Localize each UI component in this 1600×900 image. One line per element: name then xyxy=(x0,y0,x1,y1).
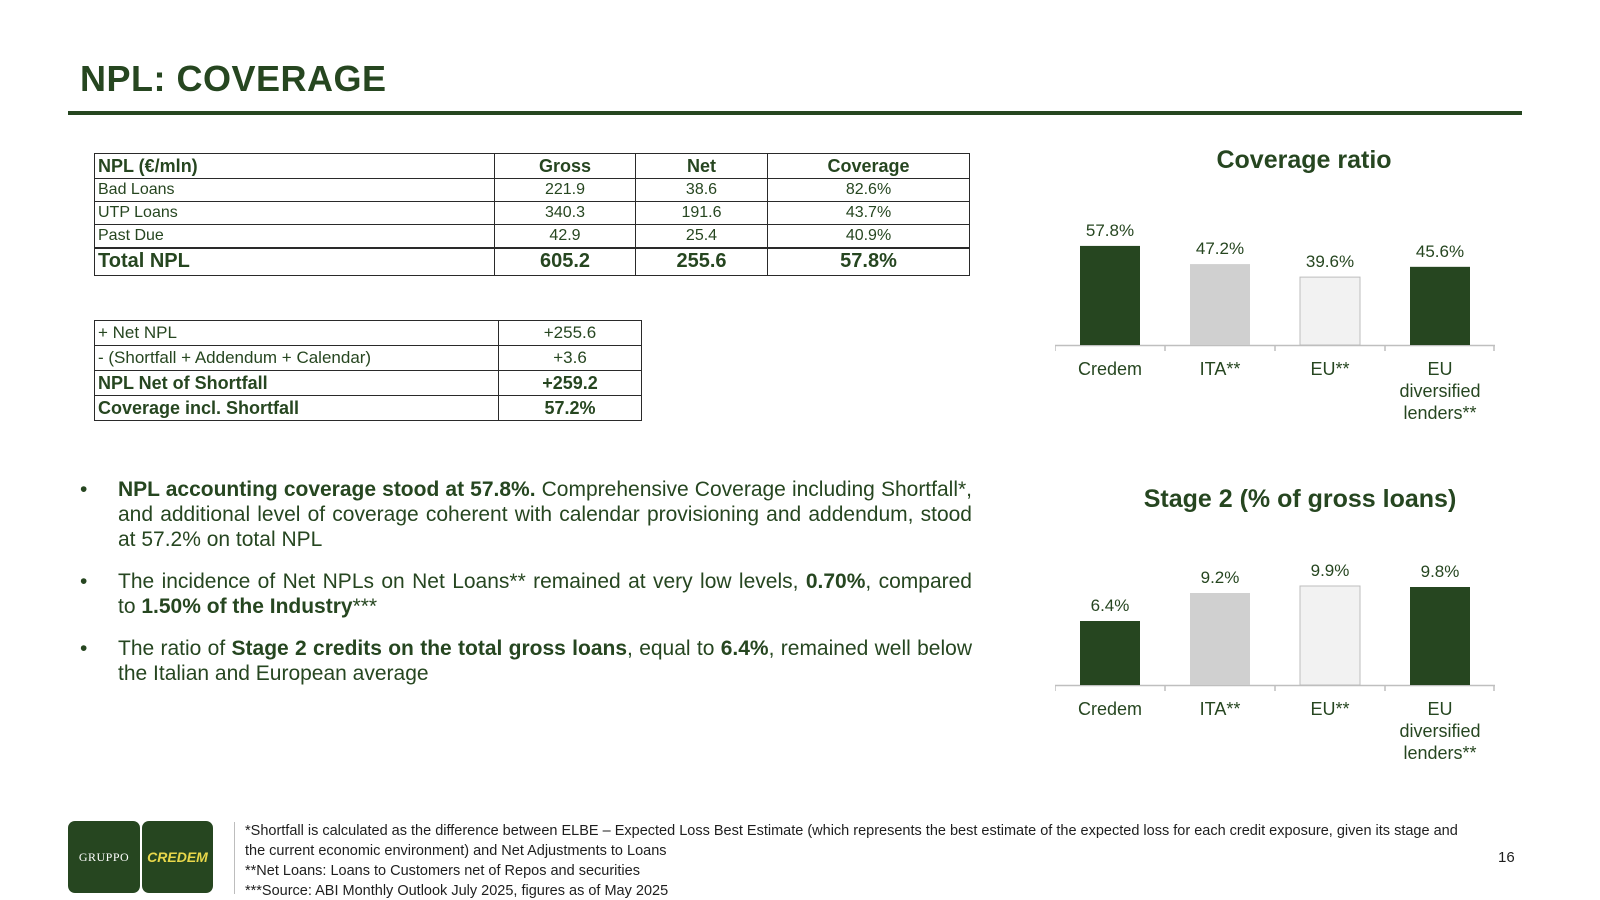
category-label: EU diversified lenders** xyxy=(1399,359,1481,423)
total-gross: 605.2 xyxy=(495,248,636,276)
page-title: NPL: COVERAGE xyxy=(80,58,387,99)
category-label: ITA** xyxy=(1199,359,1241,379)
row-gross: 42.9 xyxy=(495,225,636,248)
total-net: 255.6 xyxy=(636,248,768,276)
row-value: +259.2 xyxy=(499,371,642,396)
footer-divider xyxy=(234,822,235,894)
row-coverage: 82.6% xyxy=(768,179,970,202)
footnote-shortfall: *Shortfall is calculated as the difference between ELBE – Expected Loss Best Estimate (which represents the best estimate of the expected loss for each credit exposure, given its stage and the current economic environment) and Net Adjustments to Loans xyxy=(245,823,1458,859)
bar-credem xyxy=(1080,621,1140,685)
bar-value-label: 39.6% xyxy=(1305,252,1355,272)
table-row xyxy=(95,225,970,248)
stage2-chart-title: Stage 2 (% of gross loans) xyxy=(1143,485,1457,513)
commentary-bullets xyxy=(80,477,972,703)
row-gross: 340.3 xyxy=(495,202,636,225)
shortfall-table xyxy=(94,320,642,421)
category-label: EU** xyxy=(1310,359,1350,379)
npl-table-header xyxy=(95,154,970,179)
stage2-chart xyxy=(1055,555,1495,795)
bar-value-label: 45.6% xyxy=(1415,241,1465,261)
row-label: + Net NPL xyxy=(95,321,499,346)
header-npl: NPL (€/mln) xyxy=(95,154,495,179)
bullet-text: The incidence of Net NPLs on Net Loans** remained at very low levels, xyxy=(118,570,806,593)
bullet-net-npl xyxy=(80,569,972,619)
table-row xyxy=(95,202,970,225)
category-label: Credem xyxy=(1077,699,1143,719)
bullet-bold: 1.50% of the Industry xyxy=(141,595,353,618)
bar-ita xyxy=(1190,593,1250,685)
title-divider xyxy=(68,111,1522,115)
bullet-text: *** xyxy=(352,595,378,618)
row-label: UTP Loans xyxy=(95,202,495,225)
bar-value-label: 57.8% xyxy=(1085,220,1135,240)
bar-value-label: 9.2% xyxy=(1200,568,1240,587)
row-value: 57.2% xyxy=(499,396,642,421)
row-label: Past Due xyxy=(95,225,495,248)
row-net: 191.6 xyxy=(636,202,768,225)
bar-value-label: 47.2% xyxy=(1195,239,1245,259)
logo-gruppo: GRUPPO xyxy=(68,821,140,893)
bar-credem xyxy=(1080,246,1140,345)
table-row xyxy=(95,346,642,371)
row-gross: 221.9 xyxy=(495,179,636,202)
bullet-text: , equal to xyxy=(627,637,721,660)
header-net: Net xyxy=(636,154,768,179)
header-gross: Gross xyxy=(495,154,636,179)
bullet-text: The ratio of xyxy=(118,637,232,660)
total-coverage: 57.8% xyxy=(768,248,970,276)
table-row xyxy=(95,179,970,202)
row-net: 38.6 xyxy=(636,179,768,202)
row-coverage: 40.9% xyxy=(768,225,970,248)
row-value: +255.6 xyxy=(499,321,642,346)
page-number: 16 xyxy=(1498,849,1515,866)
bullet-bold: 6.4% xyxy=(720,637,769,660)
table-row xyxy=(95,396,642,421)
bullet-text: Comprehensive Coverage including Shortfall*, and additional level of coverage coherent with calendar provisioning and addendum, stood at 57.2% on total NPL xyxy=(118,478,972,551)
header-coverage: Coverage xyxy=(768,154,970,179)
total-label: Total NPL xyxy=(95,248,495,276)
logo-credem: CREDEM xyxy=(142,821,213,893)
credem-logo xyxy=(68,821,213,893)
row-label: Coverage incl. Shortfall xyxy=(95,396,499,421)
bullet-coverage xyxy=(80,477,972,552)
row-label: - (Shortfall + Addendum + Calendar) xyxy=(95,346,499,371)
bullet-bold: 0.70% xyxy=(805,570,866,593)
bar-eu-diversified-lenders xyxy=(1410,587,1470,685)
row-label: Bad Loans xyxy=(95,179,495,202)
bar-eu xyxy=(1300,586,1360,685)
row-net: 25.4 xyxy=(636,225,768,248)
footnote-source: ***Source: ABI Monthly Outlook July 2025, figures as of May 2025 xyxy=(245,883,669,899)
bullet-bold: NPL accounting coverage stood at 57.8%. xyxy=(118,478,536,501)
footnotes xyxy=(245,821,1465,900)
bar-value-label: 9.9% xyxy=(1310,561,1350,580)
category-label: Credem xyxy=(1077,359,1143,379)
bullet-text: , compared to xyxy=(118,570,972,618)
coverage-ratio-chart xyxy=(1055,200,1495,435)
bullet-text: , remained well below the Italian and European average xyxy=(118,637,973,685)
category-label: EU** xyxy=(1310,699,1350,719)
total-row xyxy=(95,248,970,276)
category-label: EU diversified lenders** xyxy=(1399,699,1481,763)
row-coverage: 43.7% xyxy=(768,202,970,225)
category-label: ITA** xyxy=(1199,699,1241,719)
bar-value-label: 6.4% xyxy=(1090,596,1130,615)
bar-eu-diversified-lenders xyxy=(1410,267,1470,345)
table-row xyxy=(95,321,642,346)
bar-eu xyxy=(1300,277,1360,345)
bar-ita xyxy=(1190,264,1250,345)
bullet-bold: Stage 2 credits on the total gross loans xyxy=(231,637,628,660)
bar-value-label: 9.8% xyxy=(1420,562,1460,581)
table-row xyxy=(95,371,642,396)
npl-table xyxy=(94,153,970,276)
row-value: +3.6 xyxy=(499,346,642,371)
footnote-net-loans: **Net Loans: Loans to Customers net of Repos and securities xyxy=(245,863,640,879)
bullet-stage2 xyxy=(80,636,972,686)
row-label: NPL Net of Shortfall xyxy=(95,371,499,396)
coverage-chart-title: Coverage ratio xyxy=(1216,146,1392,174)
